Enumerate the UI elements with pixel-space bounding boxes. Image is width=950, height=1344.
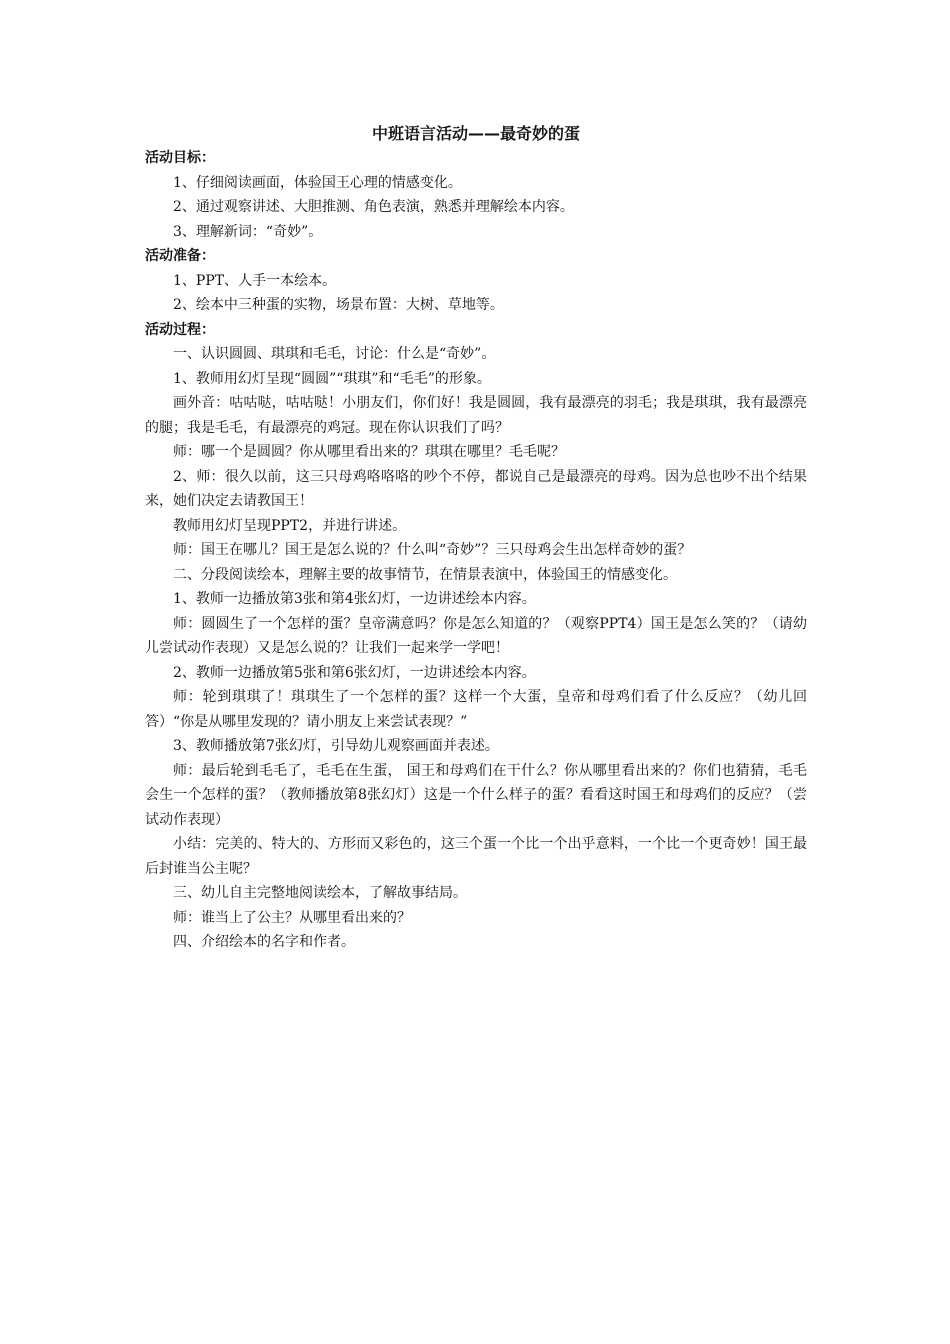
paragraph: 2、绘本中三种蛋的实物，场景布置：大树、草地等。 bbox=[173, 297, 504, 313]
paragraph: 2、教师一边播放第5张和第6张幻灯，一边讲述绘本内容。 bbox=[173, 664, 536, 681]
section-process bbox=[145, 318, 807, 955]
paragraph: 1、仔细阅读画面，体验国王心理的情感变化。 bbox=[173, 174, 462, 191]
paragraph: 1、PPT、人手一本绘本。 bbox=[173, 272, 337, 289]
document-title: 中班语言活动——最奇妙的蛋 bbox=[371, 124, 580, 143]
paragraph: 2、通过观察讲述、大胆推测、角色表演，熟悉并理解绘本内容。 bbox=[173, 199, 574, 215]
paragraph: 画外音：咕咕哒，咕咕哒！小朋友们，你们好！我是圆圆，我有最漂亮的羽毛；我是琪琪，我有最漂亮的腿；我是毛毛，有最漂亮的鸡冠。现在你认识我们了吗？ bbox=[145, 395, 807, 436]
paragraph: 小结：完美的、特大的、方形而又彩色的，这三个蛋一个比一个出乎意料，一个比一个更奇妙！国王最后封谁当公主呢？ bbox=[145, 836, 807, 877]
document-page bbox=[145, 122, 807, 955]
paragraph: 师：最后轮到毛毛了，毛毛在生蛋， 国王和母鸡们在干什么？你从哪里看出来的？你们也猜猜，毛毛会生一个怎样的蛋？（教师播放第8张幻灯）这是一个什么样子的蛋？看看这时国王和母鸡们的反应？（尝试动作表现） bbox=[145, 762, 807, 828]
section-heading-preparation: 活动准备： bbox=[145, 248, 215, 264]
paragraph: 3、教师播放第7张幻灯，引导幼儿观察画面并表述。 bbox=[173, 738, 499, 754]
section-goals bbox=[145, 146, 807, 244]
paragraph: 师：圆圆生了一个怎样的蛋？皇帝满意吗？你是怎么知道的？（观察PPT4）国王是怎么笑的？（请幼儿尝试动作表现）又是怎么说的？让我们一起来学一学吧！ bbox=[145, 615, 807, 656]
paragraph: 3、理解新词：“奇妙”。 bbox=[173, 223, 323, 240]
paragraph: 师：国王在哪儿？国王是怎么说的？什么叫“奇妙”？三只母鸡会生出怎样奇妙的蛋？ bbox=[173, 542, 692, 558]
paragraph: 1、教师一边播放第3张和第4张幻灯，一边讲述绘本内容。 bbox=[173, 591, 536, 607]
paragraph: 2、师：很久以前，这三只母鸡咯咯咯的吵个不停，都说自己是最漂亮的母鸡。因为总也吵不出个结果来，她们决定去请教国王！ bbox=[145, 468, 807, 509]
paragraph: 教师用幻灯呈现PPT2，并进行讲述。 bbox=[173, 517, 407, 534]
section-heading-goals: 活动目标： bbox=[145, 150, 215, 166]
paragraph: 二、分段阅读绘本，理解主要的故事情节，在情景表演中，体验国王的情感变化。 bbox=[173, 566, 677, 583]
paragraph: 师：哪一个是圆圆？你从哪里看出来的？琪琪在哪里？毛毛呢？ bbox=[173, 444, 565, 460]
paragraph: 三、幼儿自主完整地阅读绘本，了解故事结局。 bbox=[173, 885, 467, 901]
section-preparation bbox=[145, 244, 807, 318]
paragraph: 师：轮到琪琪了！琪琪生了一个怎样的蛋？这样一个大蛋，皇帝和母鸡们看了什么反应？（幼儿回答）“你是从哪里发现的？请小朋友上来尝试表现？” bbox=[145, 689, 807, 730]
paragraph: 四、介绍绘本的名字和作者。 bbox=[173, 934, 355, 950]
paragraph: 一、认识圆圆、琪琪和毛毛，讨论：什么是“奇妙”。 bbox=[173, 346, 496, 362]
paragraph: 师：谁当上了公主？从哪里看出来的？ bbox=[173, 909, 411, 926]
paragraph: 1、教师用幻灯呈现“圆圆”“琪琪”和“毛毛”的形象。 bbox=[173, 370, 491, 387]
section-heading-process: 活动过程： bbox=[145, 321, 215, 338]
